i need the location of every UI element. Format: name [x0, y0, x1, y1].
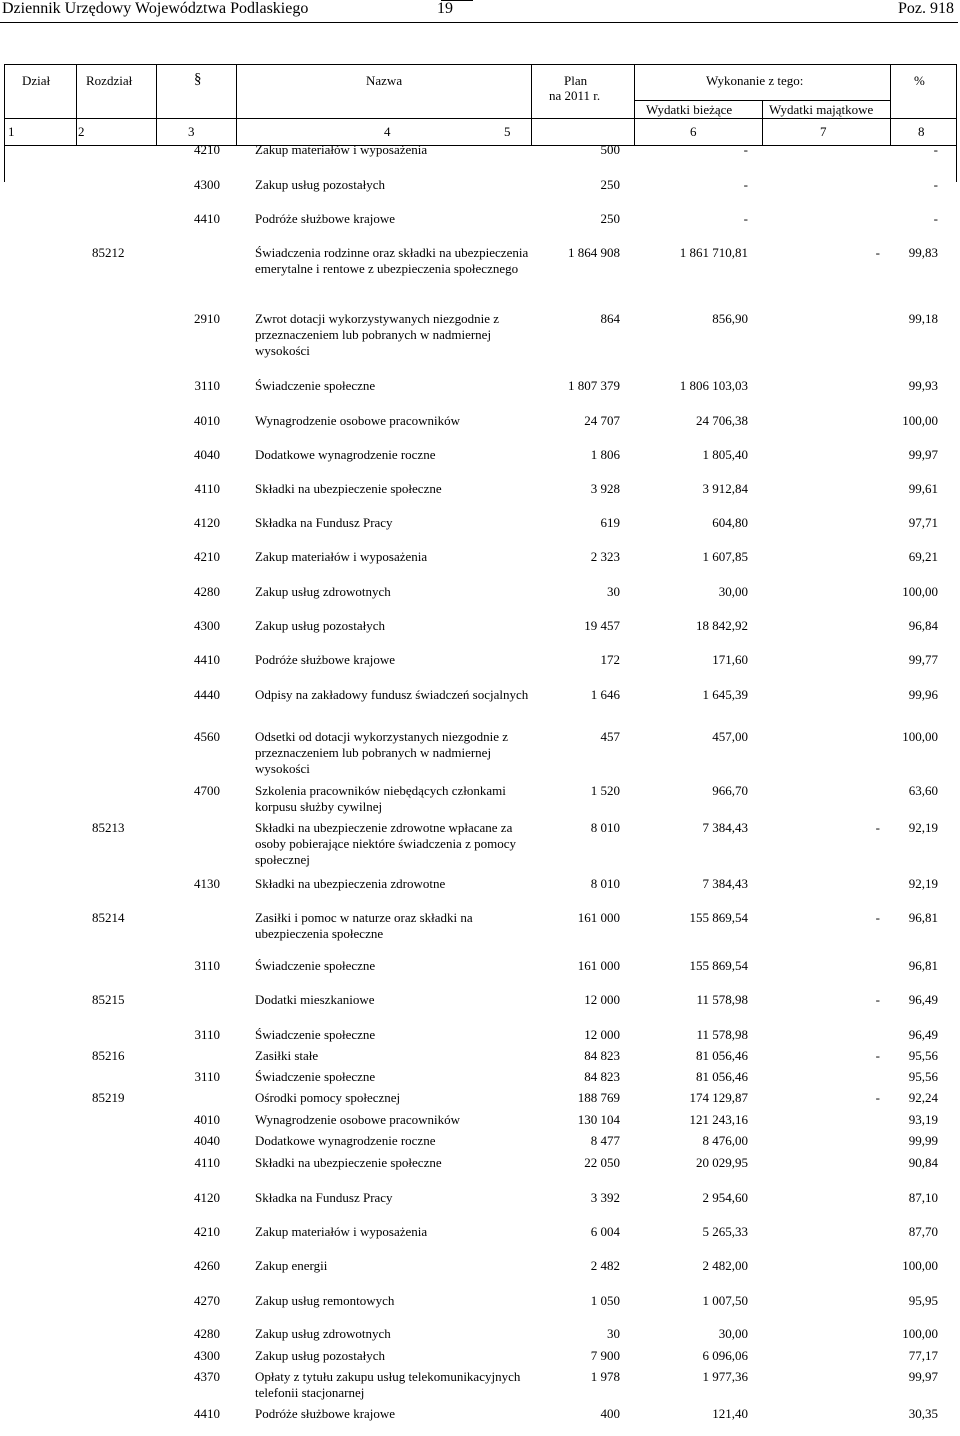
cell-plan: 457	[600, 729, 620, 744]
cell-rozdzial: 85215	[92, 992, 125, 1007]
cell-wydatki-biezace: 1 977,36	[702, 1369, 748, 1384]
cell-plan: 1 978	[590, 1369, 620, 1384]
cell-paragraf: 3110	[194, 1069, 220, 1084]
col-paragraf: §	[194, 71, 202, 87]
cell-wydatki-biezace: 1 007,50	[702, 1293, 748, 1308]
cell-nazwa: Zakup energii	[255, 1258, 328, 1273]
cell-nazwa: Składki na ubezpieczenia zdrowotne	[255, 876, 446, 891]
cell-rozdzial: 85212	[92, 245, 125, 260]
page-header: Dziennik Urzędowy Województwa Podlaskiego 19 Poz. 918	[2, 0, 954, 17]
cell-wydatki-biezace: 8 476,00	[702, 1133, 748, 1148]
cell-plan: 6 004	[590, 1224, 620, 1239]
cell-wydatki-biezace: 1 645,39	[702, 687, 748, 702]
col-number-8: 8	[918, 124, 925, 139]
cell-paragraf: 4210	[194, 549, 220, 564]
cell-plan: 30	[607, 1326, 620, 1341]
cell-paragraf: 4370	[194, 1369, 220, 1384]
cell-paragraf: 4410	[194, 211, 220, 226]
cell-wydatki-biezace: 30,00	[718, 584, 748, 599]
cell-wydatki-biezace: 1 805,40	[702, 447, 748, 462]
cell-rozdzial: 85216	[92, 1048, 125, 1063]
cell-procent: 93,19	[908, 1112, 938, 1127]
cell-plan: 500	[600, 142, 620, 157]
cell-paragraf: 4040	[194, 447, 220, 462]
journal-title: Dziennik Urzędowy Województwa Podlaskiego	[2, 0, 309, 17]
cell-nazwa: Zasiłki stałe	[255, 1048, 319, 1063]
cell-nazwa: Składki na ubezpieczenie społeczne	[255, 481, 442, 496]
cell-plan: 161 000	[577, 910, 620, 925]
col-dzial: Dział	[22, 73, 51, 88]
cell-nazwa: Zakup usług remontowych	[255, 1293, 395, 1308]
cell-procent: 99,97	[908, 447, 938, 462]
cell-paragraf: 4260	[194, 1258, 220, 1273]
cell-procent: -	[933, 177, 938, 192]
cell-wydatki-biezace: -	[743, 142, 748, 157]
cell-wydatki-biezace: 174 129,87	[689, 1090, 748, 1105]
cell-paragraf: 4410	[194, 652, 220, 667]
cell-plan: 1 050	[590, 1293, 620, 1308]
cell-wydatki-biezace: 2 954,60	[702, 1190, 748, 1205]
cell-procent: 30,35	[908, 1406, 938, 1421]
cell-nazwa: Dodatkowe wynagrodzenie roczne	[255, 447, 436, 462]
cell-procent: 96,84	[908, 618, 938, 633]
cell-plan: 8 010	[590, 876, 620, 891]
cell-procent: 99,83	[908, 245, 938, 260]
col-number-2: 2	[78, 124, 85, 139]
cell-plan: 864	[600, 311, 620, 326]
cell-rozdzial: 85214	[92, 910, 125, 925]
cell-plan: 7 900	[590, 1348, 620, 1363]
cell-paragraf: 4300	[194, 1348, 220, 1363]
cell-paragraf: 4270	[194, 1293, 220, 1308]
cell-wydatki-biezace: 7 384,43	[702, 820, 748, 835]
cell-wydatki-biezace: 121 243,16	[689, 1112, 748, 1127]
cell-procent: 95,95	[908, 1293, 938, 1308]
cell-plan: 3 392	[590, 1190, 620, 1205]
cell-rozdzial: 85213	[92, 820, 125, 835]
cell-procent: 95,56	[908, 1069, 938, 1084]
cell-procent: 92,24	[908, 1090, 938, 1105]
col-number-4: 4	[384, 124, 391, 139]
cell-wydatki-biezace: 24 706,38	[696, 413, 748, 428]
cell-wydatki-biezace: 121,40	[712, 1406, 748, 1421]
col-plan-year: na 2011 r.	[549, 88, 601, 103]
cell-nazwa: Zakup usług pozostałych	[255, 1348, 385, 1363]
cell-procent: 63,60	[908, 783, 938, 798]
cell-paragraf: 4010	[194, 1112, 220, 1127]
cell-wydatki-biezace: 604,80	[712, 515, 748, 530]
cell-procent: 100,00	[902, 584, 938, 599]
cell-plan: 250	[600, 211, 620, 226]
cell-nazwa: Zasiłki i pomoc w naturze oraz składki na ubezpieczenia społeczne	[255, 910, 473, 941]
cell-wydatki-majatkowe: -	[875, 910, 880, 925]
table-header	[4, 64, 956, 182]
cell-nazwa: Zakup usług zdrowotnych	[255, 1326, 391, 1341]
cell-wydatki-majatkowe: -	[875, 820, 880, 835]
cell-paragraf: 3110	[194, 378, 220, 393]
cell-procent: 96,49	[908, 1027, 938, 1042]
cell-wydatki-biezace: 11 578,98	[696, 1027, 748, 1042]
cell-plan: 188 769	[577, 1090, 620, 1105]
cell-nazwa: Dodatkowe wynagrodzenie roczne	[255, 1133, 436, 1148]
cell-procent: 100,00	[902, 729, 938, 744]
cell-paragraf: 4410	[194, 1406, 220, 1421]
cell-procent: 95,56	[908, 1048, 938, 1063]
cell-procent: 96,81	[908, 958, 938, 973]
cell-plan: 1 864 908	[568, 245, 620, 260]
cell-wydatki-biezace: 1 607,85	[702, 549, 748, 564]
cell-plan: 250	[600, 177, 620, 192]
cell-procent: 69,21	[908, 549, 938, 564]
cell-procent: 99,96	[908, 687, 938, 702]
col-nazwa: Nazwa	[366, 73, 403, 88]
cell-wydatki-biezace: -	[743, 211, 748, 226]
cell-plan: 3 928	[590, 481, 620, 496]
cell-plan: 12 000	[584, 992, 620, 1007]
cell-wydatki-biezace: 7 384,43	[702, 876, 748, 891]
col-number-5: 5	[504, 124, 511, 139]
cell-paragraf: 4120	[194, 515, 220, 530]
cell-wydatki-biezace: 30,00	[718, 1326, 748, 1341]
cell-plan: 30	[607, 584, 620, 599]
cell-procent: 99,93	[908, 378, 938, 393]
cell-plan: 619	[600, 515, 620, 530]
cell-plan: 1 646	[590, 687, 620, 702]
cell-nazwa: Zwrot dotacji wykorzystywanych niezgodnie z przeznaczeniem lub pobranych w nadmiernej wysokości	[255, 311, 500, 358]
cell-paragraf: 3110	[194, 1027, 220, 1042]
cell-procent: 87,70	[908, 1224, 938, 1239]
cell-wydatki-biezace: 966,70	[712, 783, 748, 798]
cell-procent: -	[933, 211, 938, 226]
cell-paragraf: 4040	[194, 1133, 220, 1148]
cell-nazwa: Zakup usług zdrowotnych	[255, 584, 391, 599]
cell-paragraf: 4280	[194, 1326, 220, 1341]
cell-nazwa: Składki na ubezpieczenie zdrowotne wpłacane za osoby pobierające niektóre świadczenia z pomocy społecznej	[255, 820, 516, 867]
cell-nazwa: Świadczenie społeczne	[255, 1069, 376, 1084]
cell-nazwa: Wynagrodzenie osobowe pracowników	[255, 1112, 460, 1127]
cell-procent: 97,71	[908, 515, 938, 530]
cell-plan: 1 807 379	[568, 378, 620, 393]
cell-procent: 99,77	[908, 652, 938, 667]
cell-plan: 2 482	[590, 1258, 620, 1273]
cell-plan: 84 823	[584, 1048, 620, 1063]
cell-nazwa: Opłaty z tytułu zakupu usług telekomunikacyjnych telefonii stacjonarnej	[255, 1369, 521, 1400]
cell-procent: 99,97	[908, 1369, 938, 1384]
cell-procent: 99,61	[908, 481, 938, 496]
cell-paragraf: 4010	[194, 413, 220, 428]
cell-nazwa: Świadczenie społeczne	[255, 958, 376, 973]
cell-procent: 99,18	[908, 311, 938, 326]
cell-nazwa: Świadczenie społeczne	[255, 1027, 376, 1042]
cell-plan: 8 010	[590, 820, 620, 835]
cell-procent: 99,99	[908, 1133, 938, 1148]
cell-plan: 161 000	[577, 958, 620, 973]
col-wydatki-majatkowe: Wydatki majątkowe	[769, 102, 874, 117]
cell-wydatki-majatkowe: -	[875, 992, 880, 1007]
col-plan: Plan	[564, 73, 588, 88]
cell-wydatki-biezace: 3 912,84	[702, 481, 748, 496]
cell-paragraf: 4110	[194, 481, 220, 496]
cell-rozdzial: 85219	[92, 1090, 125, 1105]
cell-wydatki-biezace: 81 056,46	[696, 1069, 748, 1084]
cell-paragraf: 4300	[194, 177, 220, 192]
cell-paragraf: 2910	[194, 311, 220, 326]
cell-wydatki-biezace: 2 482,00	[702, 1258, 748, 1273]
cell-nazwa: Dodatki mieszkaniowe	[255, 992, 375, 1007]
cell-plan: 2 323	[590, 549, 620, 564]
cell-wydatki-biezace: 1 861 710,81	[679, 245, 748, 260]
cell-procent: 77,17	[908, 1348, 938, 1363]
cell-wydatki-biezace: -	[743, 177, 748, 192]
cell-nazwa: Zakup materiałów i wyposażenia	[255, 142, 428, 157]
cell-procent: 96,49	[908, 992, 938, 1007]
cell-plan: 19 457	[584, 618, 620, 633]
cell-paragraf: 4560	[194, 729, 220, 744]
cell-paragraf: 4280	[194, 584, 220, 599]
cell-nazwa: Zakup materiałów i wyposażenia	[255, 549, 428, 564]
cell-nazwa: Świadczenie społeczne	[255, 378, 376, 393]
cell-plan: 1 520	[590, 783, 620, 798]
cell-paragraf: 4440	[194, 687, 220, 702]
col-wydatki-biezace: Wydatki bieżące	[646, 102, 733, 117]
cell-nazwa: Zakup usług pozostałych	[255, 618, 385, 633]
cell-plan: 1 806	[590, 447, 620, 462]
cell-nazwa: Odpisy na zakładowy fundusz świadczeń socjalnych	[255, 687, 529, 702]
cell-wydatki-majatkowe: -	[875, 1090, 880, 1105]
cell-nazwa: Świadczenia rodzinne oraz składki na ubezpieczenia emerytalne i rentowe z ubezpieczenia społecznego	[255, 245, 529, 276]
cell-procent: 100,00	[902, 413, 938, 428]
cell-procent: 100,00	[902, 1258, 938, 1273]
cell-nazwa: Składki na ubezpieczenie społeczne	[255, 1155, 442, 1170]
col-number-1: 1	[8, 124, 15, 139]
col-number-3: 3	[188, 124, 195, 139]
cell-plan: 12 000	[584, 1027, 620, 1042]
cell-wydatki-biezace: 155 869,54	[689, 910, 748, 925]
cell-nazwa: Ośrodki pomocy społecznej	[255, 1090, 401, 1105]
cell-paragraf: 4130	[194, 876, 220, 891]
cell-wydatki-biezace: 20 029,95	[696, 1155, 748, 1170]
col-rozdzial: Rozdział	[86, 73, 133, 88]
cell-nazwa: Podróże służbowe krajowe	[255, 652, 396, 667]
cell-wydatki-biezace: 155 869,54	[689, 958, 748, 973]
cell-procent: -	[933, 142, 938, 157]
cell-nazwa: Wynagrodzenie osobowe pracowników	[255, 413, 460, 428]
cell-wydatki-biezace: 81 056,46	[696, 1048, 748, 1063]
cell-wydatki-majatkowe: -	[875, 245, 880, 260]
cell-procent: 92,19	[908, 876, 938, 891]
cell-paragraf: 4700	[194, 783, 220, 798]
cell-procent: 87,10	[908, 1190, 938, 1205]
cell-plan: 400	[600, 1406, 620, 1421]
cell-nazwa: Zakup usług pozostałych	[255, 177, 385, 192]
cell-wydatki-biezace: 856,90	[712, 311, 748, 326]
cell-wydatki-biezace: 18 842,92	[696, 618, 748, 633]
cell-paragraf: 4110	[194, 1155, 220, 1170]
cell-wydatki-biezace: 5 265,33	[702, 1224, 748, 1239]
cell-wydatki-biezace: 11 578,98	[696, 992, 748, 1007]
cell-plan: 130 104	[577, 1112, 620, 1127]
cell-wydatki-majatkowe: -	[875, 1048, 880, 1063]
cell-paragraf: 4300	[194, 618, 220, 633]
cell-plan: 172	[600, 652, 620, 667]
cell-wydatki-biezace: 457,00	[712, 729, 748, 744]
cell-nazwa: Podróże służbowe krajowe	[255, 1406, 396, 1421]
cell-plan: 8 477	[590, 1133, 620, 1148]
cell-procent: 100,00	[902, 1326, 938, 1341]
cell-wydatki-biezace: 1 806 103,03	[679, 378, 748, 393]
cell-paragraf: 4210	[194, 1224, 220, 1239]
cell-paragraf: 4210	[194, 142, 220, 157]
cell-plan: 24 707	[584, 413, 620, 428]
header-divider	[0, 22, 958, 23]
cell-plan: 22 050	[584, 1155, 620, 1170]
position-number: Poz. 918	[898, 0, 954, 17]
cell-procent: 96,81	[908, 910, 938, 925]
cell-procent: 90,84	[908, 1155, 938, 1170]
cell-wydatki-biezace: 6 096,06	[702, 1348, 748, 1363]
cell-paragraf: 3110	[194, 958, 220, 973]
col-number-6: 6	[690, 124, 697, 139]
cell-nazwa: Zakup materiałów i wyposażenia	[255, 1224, 428, 1239]
col-wykonanie: Wykonanie z tego:	[706, 73, 804, 88]
cell-nazwa: Podróże służbowe krajowe	[255, 211, 396, 226]
col-procent: %	[914, 73, 925, 88]
cell-nazwa: Odsetki od dotacji wykorzystanych niezgodnie z przeznaczeniem lub pobranych w nadmiernej wysokości	[255, 729, 509, 776]
col-number-7: 7	[820, 124, 827, 139]
cell-nazwa: Składka na Fundusz Pracy	[255, 1190, 393, 1205]
cell-paragraf: 4120	[194, 1190, 220, 1205]
cell-wydatki-biezace: 171,60	[712, 652, 748, 667]
cell-procent: 92,19	[908, 820, 938, 835]
cell-nazwa: Szkolenia pracowników niebędących członkami korpusu służby cywilnej	[255, 783, 506, 814]
cell-nazwa: Składka na Fundusz Pracy	[255, 515, 393, 530]
cell-plan: 84 823	[584, 1069, 620, 1084]
